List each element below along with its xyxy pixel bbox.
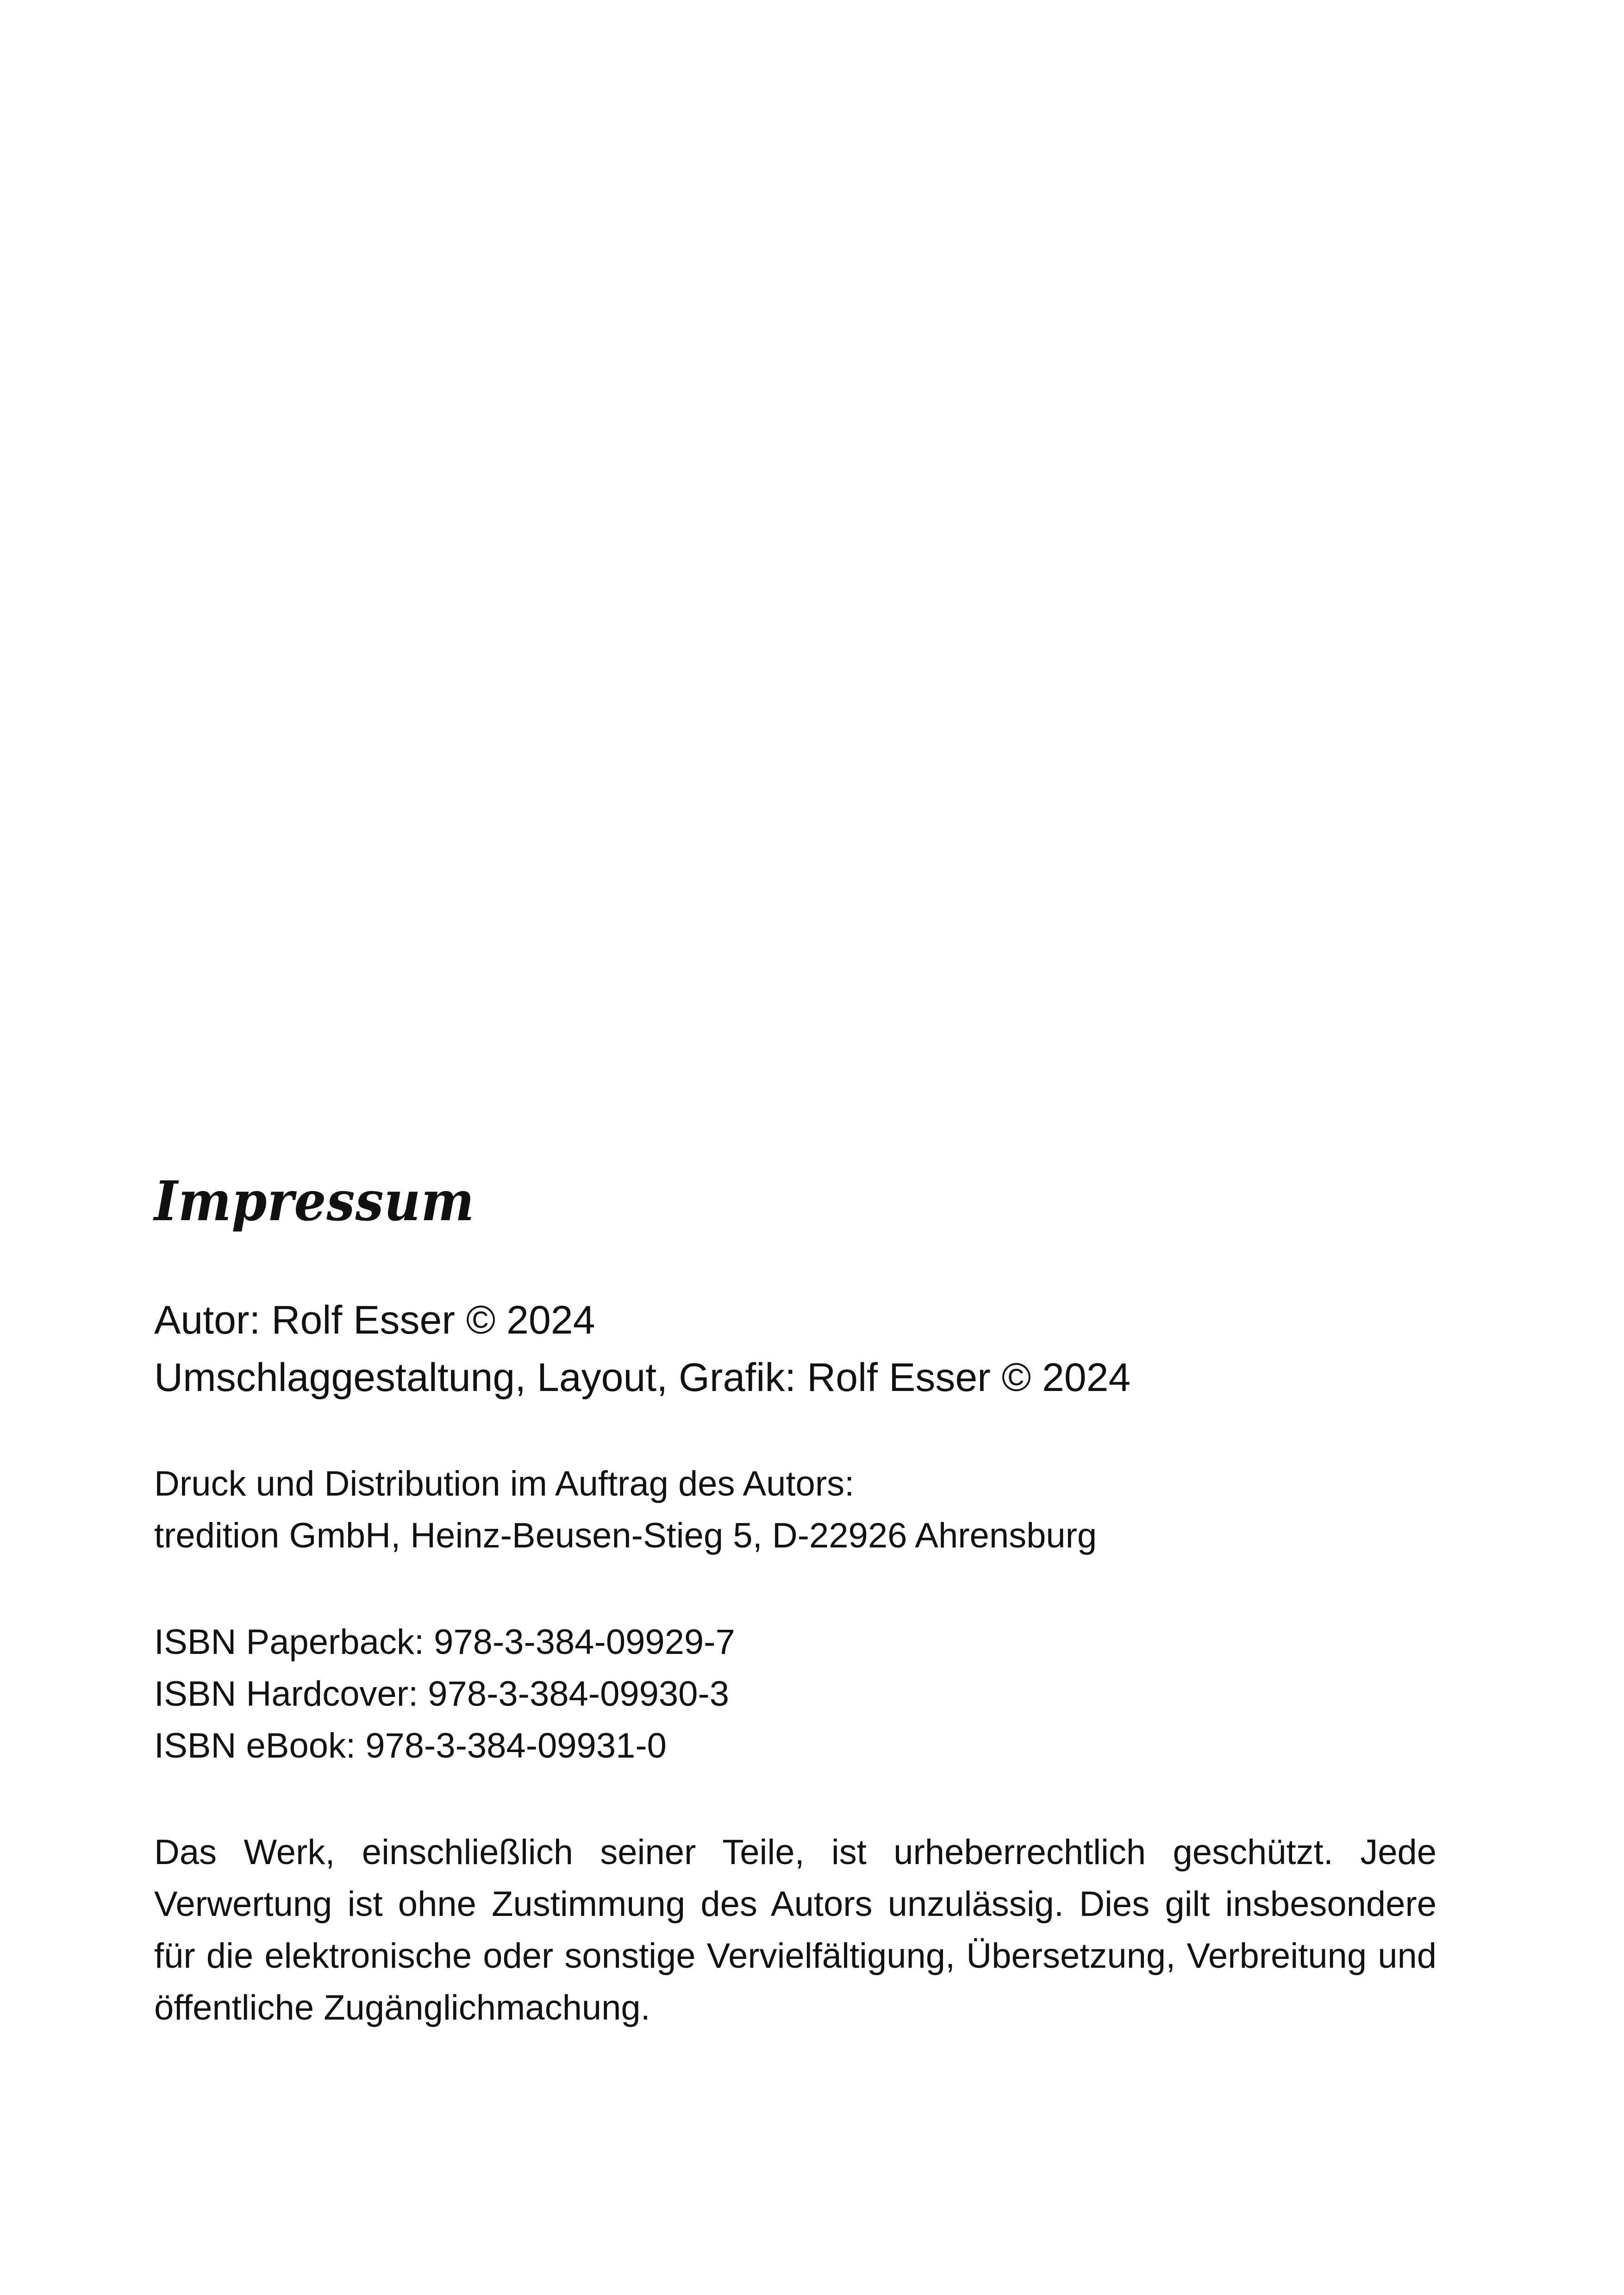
credits-block <box>154 1291 1437 1406</box>
isbn-block <box>154 1616 1437 1772</box>
distribution-block <box>154 1458 1437 1562</box>
isbn-ebook: ISBN eBook: 978-3-384-09931-0 <box>154 1726 667 1765</box>
distribution-intro: Druck und Distribution im Auftrag des Autors: <box>154 1464 855 1503</box>
isbn-hardcover: ISBN Hardcover: 978-3-384-09930-3 <box>154 1674 730 1714</box>
design-credit: Umschlaggestaltung, Layout, Grafik: Rolf Esser © 2024 <box>154 1355 1131 1400</box>
author-credit: Autor: Rolf Esser © 2024 <box>154 1298 595 1342</box>
impressum-heading: Impressum <box>154 1169 475 1233</box>
copyright-notice: Das Werk, einschließlich seiner Teile, ist urheberrechtlich geschützt. Jede Verwertung ist ohne Zustimmung des Autors unzulässig. Dies gilt insbesondere für die elektronische oder sonstige Vervielfältigung, Übersetzung, Verbreitung und öffentliche Zugänglichmachung. <box>154 1833 1437 2027</box>
isbn-paperback: ISBN Paperback: 978-3-384-09929-7 <box>154 1622 735 1662</box>
publisher-address: tredition GmbH, Heinz-Beusen-Stieg 5, D-22926 Ahrensburg <box>154 1516 1097 1555</box>
impressum-section <box>154 1166 1437 2034</box>
